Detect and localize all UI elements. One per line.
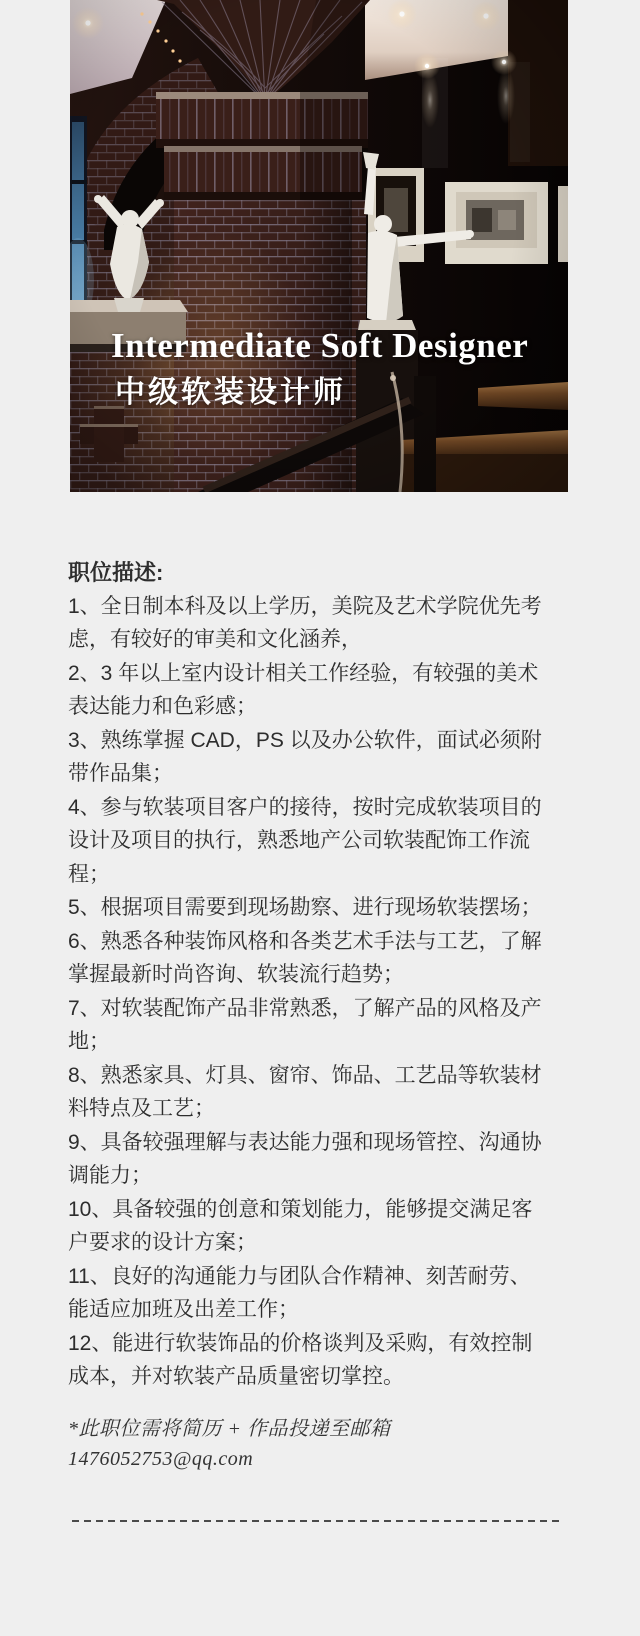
hero-image [70,0,568,492]
job-item: 6、熟悉各种装饰风格和各类艺术手法与工艺，了解掌握最新时尚咨询、软装流行趋势； [68,929,542,986]
job-item: 10、具备较强的创意和策划能力，能够提交满足客户要求的设计方案； [68,1197,533,1254]
dashed-divider [72,1520,563,1522]
job-item: 8、熟悉家具、灯具、窗帘、饰品、工艺品等软装材料特点及工艺； [68,1063,542,1120]
application-footnote: *此职位需将简历 + 作品投递至邮箱 1476052753@qq.com [68,1417,391,1470]
job-item: 5、根据项目需要到现场勘察、进行现场软装摆场； [68,896,542,919]
job-item: 2、3 年以上室内设计相关工作经验，有较强的美术表达能力和色彩感； [68,661,539,718]
vignette [70,0,568,492]
job-item: 4、参与软装项目客户的接待，按时完成软装项目的设计及项目的执行，熟悉地产公司软装配饰工作流程； [68,795,542,886]
job-item: 9、具备较强理解与表达能力强和现场管控、沟通协调能力； [68,1130,542,1187]
job-item: 12、能进行软装饰品的价格谈判及采购，有效控制成本，并对软装产品质量密切掌控。 [68,1331,533,1388]
hero-title-chinese: 中级软装设计师 [115,376,346,409]
hero-title-english: Intermediate Soft Designer [111,326,529,365]
job-item: 3、熟练掌握 CAD，PS 以及办公软件，面试必须附带作品集； [68,728,542,785]
job-description-list [68,590,546,1394]
hero-title-block [111,326,528,411]
job-description-heading: 职位描述: [68,560,164,585]
job-item: 7、对软装配饰产品非常熟悉，了解产品的风格及产地； [68,996,542,1053]
hero-photo-illustration [70,0,568,492]
job-item: 11、良好的沟通能力与团队合作精神、刻苦耐劳、能适应加班及出差工作； [68,1264,531,1321]
job-item: 1、全日制本科及以上学历，美院及艺术学院优先考虑，有较好的审美和文化涵养， [68,594,542,651]
job-description-section [68,556,546,1494]
